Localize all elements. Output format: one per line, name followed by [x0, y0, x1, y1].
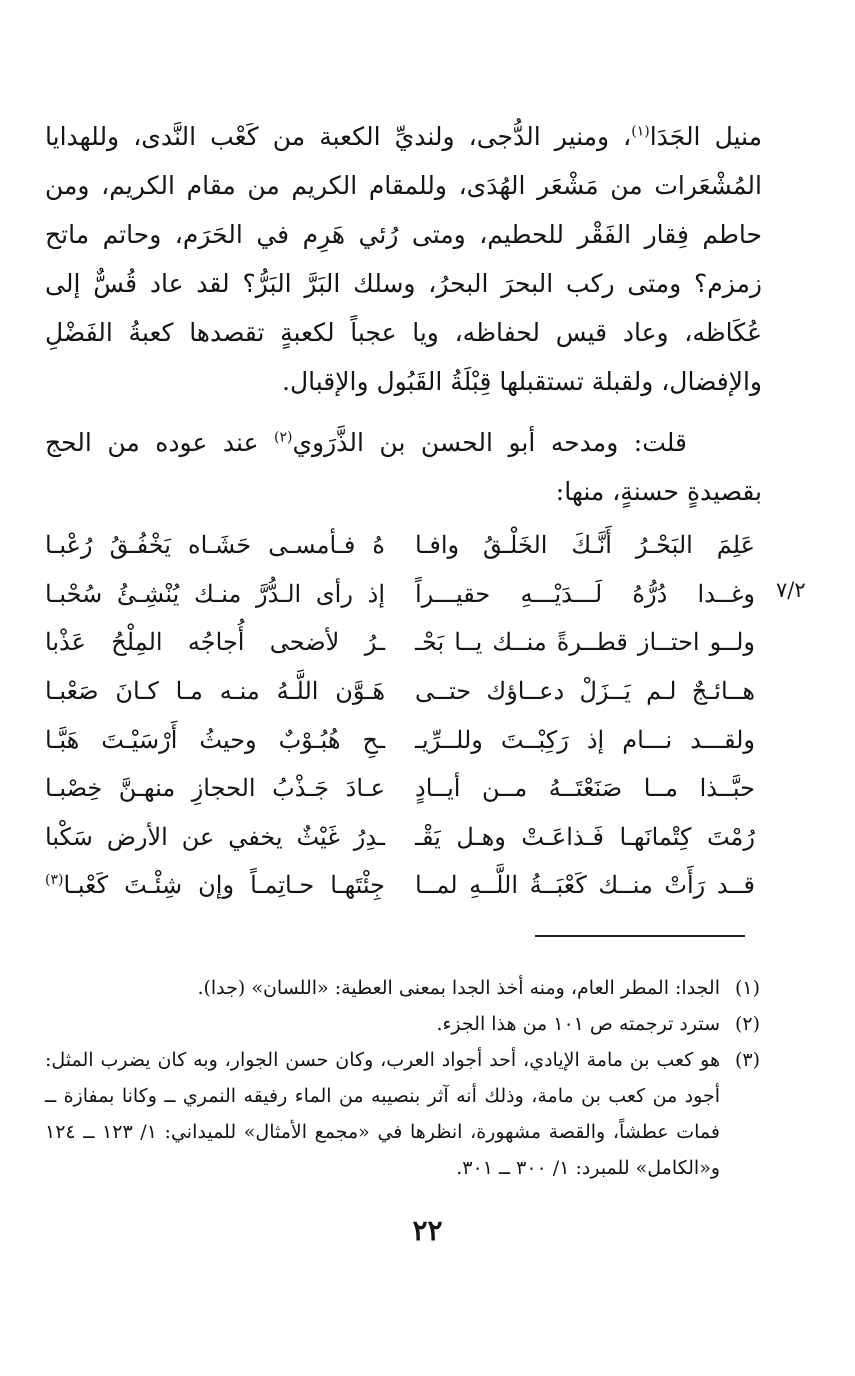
footnote-separator	[535, 935, 745, 937]
poem	[40, 521, 760, 910]
verse-line	[40, 521, 760, 570]
footnote-ref-2[interactable]: (٢)	[274, 429, 293, 446]
footnote-number: (٢)	[734, 1013, 760, 1035]
verse-second-hemistich: ـحِ هُبُـوْبٌ وحيثُ أَرْسَيْـتَ هَبَّـا	[45, 725, 385, 754]
verse-line	[40, 667, 760, 716]
footnote-item	[45, 970, 760, 1006]
verse-first-hemistich: ولقـــد نـــام إذ رَكِبْــتَ وللــرِّيـ	[415, 725, 755, 754]
paragraph-1	[45, 112, 762, 406]
margin-reference: ٧/٢	[776, 578, 806, 602]
verse-first-hemistich: عَلِمَ البَحْـرُ أَنَّـكَ الخَلْـقُ وافـا	[415, 531, 755, 560]
verse-first-hemistich: رُمْتَ كِتْمانَهـا فَـذاعَـتْ وهـل يَقْـ	[415, 822, 755, 851]
footnote-text: الجدا: المطر العام، ومنه أخذ الجدا بمعنى العطية: «اللسان» (جدا).	[197, 977, 720, 999]
verse-second-hemistich-text: جِئْتَهـا حـاتِمـاً وإن شِئْـتَ كَعْبـا	[63, 871, 385, 900]
verse-line	[40, 618, 760, 667]
verse-second-hemistich: هُ فـأمسـى حَشَـاه يَخْفُـقُ رُعْبـا	[45, 531, 385, 560]
verse-first-hemistich: وغــدا دُرُّهُ لَـــدَيْـــهِ حقيـــراً	[415, 579, 755, 608]
footnote-number: (٣)	[734, 1049, 760, 1071]
paragraph-2-start: قلت: ومدحه أبو الحسن بن الذَّرَوي	[292, 428, 687, 457]
prose-block	[45, 112, 762, 516]
verse-second-hemistich: هَـوَّن اللَّـهُ منـه مـا كـانَ صَعْبـا	[45, 677, 385, 706]
verse-second-hemistich: إذ رأى الـدُّرَّ منـك يُنْشِـئُ سُحْبـا	[45, 579, 385, 608]
page-number: ٢٢	[412, 1214, 443, 1247]
footnotes	[45, 970, 760, 1186]
paragraph-2	[45, 418, 762, 516]
verse-second-hemistich: ـرُ لأضحى أُجاجُه المِلْحُ عَذْبا	[45, 628, 385, 657]
footnote-number: (١)	[734, 977, 760, 999]
verse-line	[40, 715, 760, 764]
footnote-ref-1[interactable]: (١)	[631, 123, 650, 140]
verse-line	[40, 570, 760, 619]
verse-second-hemistich	[45, 871, 385, 899]
verse-second-hemistich: ـدِرُ غَيْثٌ يخفي عن الأرض سَكْبا	[45, 822, 385, 851]
verse-first-hemistich: حبَّــذا مــا صَنَعْتَــهُ مــن أيــادٍ	[415, 774, 755, 803]
footnote-ref-3[interactable]: (٣)	[45, 872, 64, 889]
verse-first-hemistich: هــائـجٌ لـم يَــزَلْ دعــاؤك حتــى	[415, 677, 755, 706]
verse-line	[40, 764, 760, 813]
footnote-text: هو كعب بن مامة الإيادي، أحد أجواد العرب، وكان حسن الجوار، وبه كان يضرب المثل: أجود من كعب بن مامة، وذلك أنه آثر بنصيبه من الماء رفيقه النمري ــ وكانا بمفازة ــ فمات عطشاً، والقصة مشهورة، انظرها في «مجمع الأمثال» للميداني: ١/ ١٢٣ ــ ١٢٤ و«الكامل» للمبرد: ١/ ٣٠٠ ــ ٣٠١.	[45, 1049, 720, 1179]
verse-line	[40, 813, 760, 862]
footnote-item	[45, 1006, 760, 1042]
paragraph-2-rest: عند عوده من الحج بقصيدةٍ حسنةٍ، منها:	[45, 428, 762, 506]
footnote-item	[45, 1042, 760, 1186]
paragraph-1-start: منيل الجَدَا	[649, 122, 762, 151]
verse-first-hemistich: ولــو احتــاز قطــرةً منــك يــا بَحْـ	[415, 628, 755, 657]
verse-first-hemistich: قــد رَأَتْ منــك كَعْبَــةُ اللَّــهِ لمــا	[415, 871, 755, 900]
paragraph-1-rest: ، ومنير الدُّجى، ولنديِّ الكعبة من كَعْب النَّدى، وللهدايا المُشْعَرات من مَشْعَر الهُدَى، وللمقام الكريم من مقام الكريم، ومن حاطم فِقار الفَقْر للحطيم، ومتى رُئي هَرِم في الحَرَم، وحاتم ماتح زمزم؟ ومتى ركب البحرَ البحرُ، وسلك البَرَّ البَرُّ؟ لقد عاد قُسٌّ إلى عُكَاظه، وعاد قيس لحفاظه، ويا عجباً لكعبةٍ تقصدها كعبةُ الفَضْلِ والإفضال، ولقبلة تستقبلها قِبْلَةُ القَبُول والإقبال.	[45, 122, 762, 396]
footnote-text: سترد ترجمته ص ١٠١ من هذا الجزء.	[436, 1013, 720, 1035]
verse-line	[40, 861, 760, 910]
verse-second-hemistich: عـادَ جَـذْبُ الحجازِ منهـنَّ خِصْبـا	[45, 774, 385, 803]
